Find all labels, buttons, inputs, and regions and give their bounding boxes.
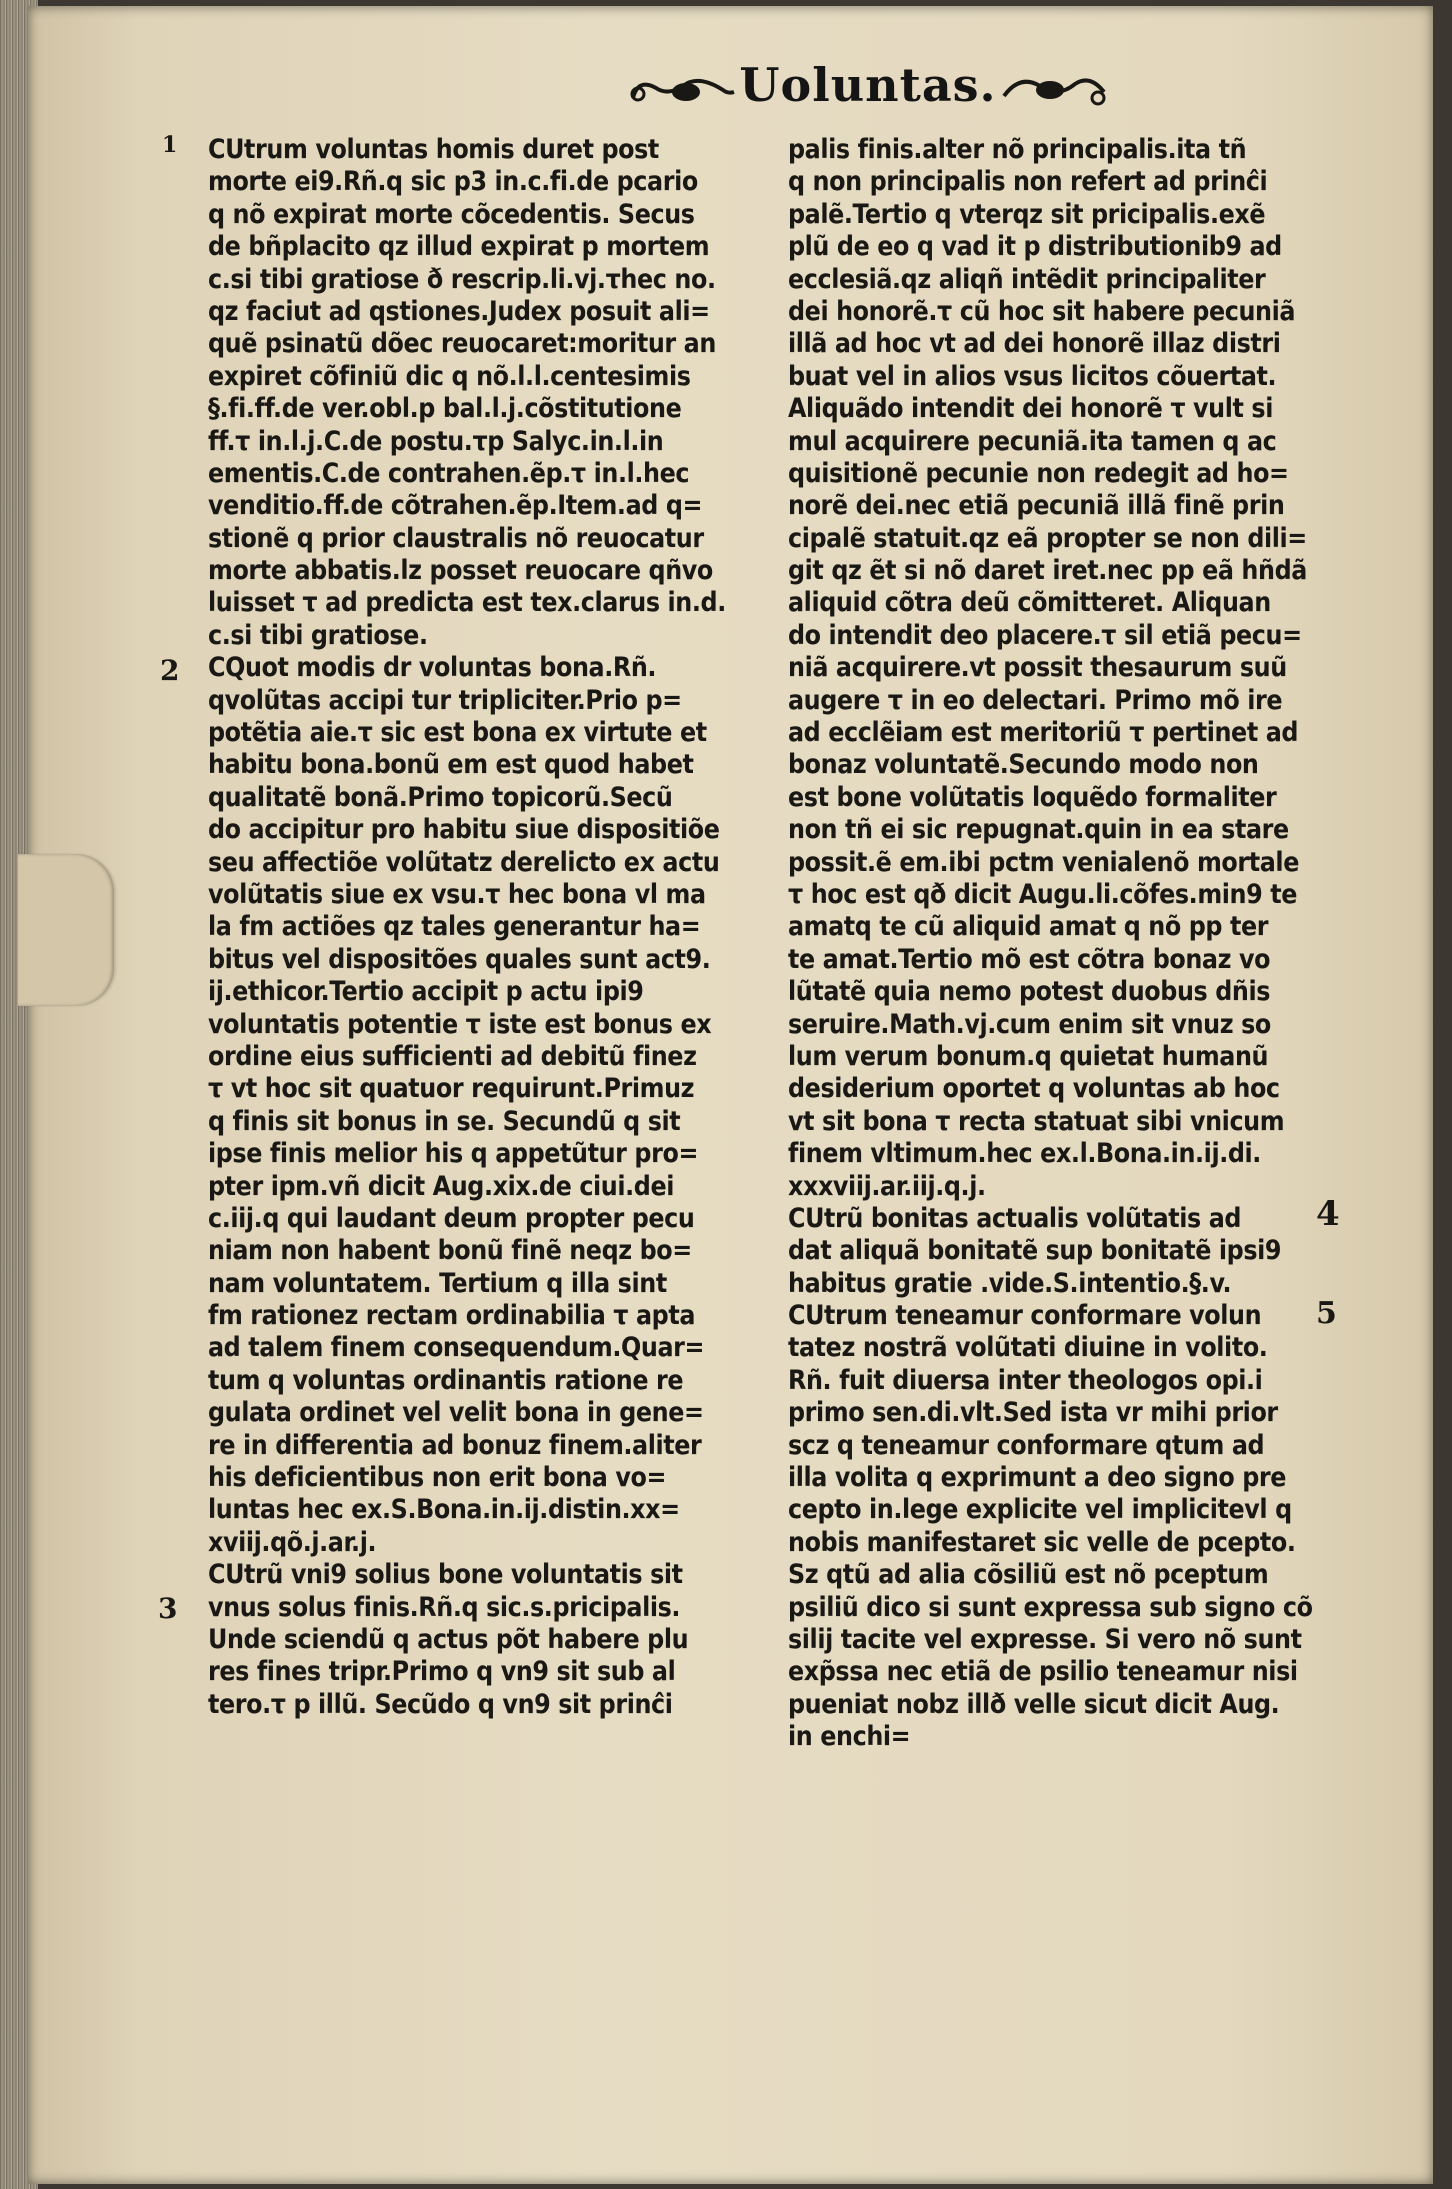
text-line: augere τ in eo delectari. Primo mõ ire <box>788 684 1283 716</box>
text-line: vt sit bona τ recta statuat sibi vnicum <box>788 1105 1285 1137</box>
text-line: CQuot modis dr voluntas bona.Rñ. <box>208 652 657 684</box>
text-line: luntas hec ex.S.Bona.in.ij.distin.xx= <box>208 1494 680 1526</box>
text-line: c.si tibi gratiose ð rescrip.li.vj.τhec no. <box>208 263 716 295</box>
text-line: do accipitur pro habitu siue dispositiõe <box>208 814 720 846</box>
text-line: te amat.Tertio mõ est cõtra bonaz vo <box>788 943 1271 975</box>
text-line: ad ecclẽiam est meritoriũ τ pertinet ad <box>788 717 1299 749</box>
text-line: qvolũtas accipi tur tripliciter.Prio p= <box>208 684 682 716</box>
text-line: habitu bona.bonũ em est quod habet <box>208 749 694 781</box>
text-line: buat vel in alios vsus licitos cõuertat. <box>788 360 1277 392</box>
right-text-column <box>788 134 1360 1754</box>
text-line: non tñ ei sic repugnat.quin in ea stare <box>788 814 1289 846</box>
text-line: palẽ.Tertio q vterqz sit pricipalis.exẽ <box>788 198 1266 230</box>
text-line: possit.ẽ em.ibi pctm venialenõ mortale <box>788 846 1299 878</box>
margin-number: 2 <box>160 654 180 687</box>
text-line: mul acquirere pecuniã.ita tamen q ac <box>788 425 1277 457</box>
text-line: do intendit deo placere.τ sil etiã pecu= <box>788 619 1302 651</box>
text-line: la fm actiões qz tales generantur ha= <box>208 911 701 943</box>
text-line: ij.ethicor.Tertio accipit p actu ipi9 <box>208 976 644 1008</box>
text-line: habitus gratie .vide.S.intentio.§.v. <box>788 1267 1232 1299</box>
text-line: ff.τ in.l.j.C.de postu.τp Salyc.in.l.in <box>208 425 664 457</box>
text-line: xxxviij.ar.iij.q.j. <box>788 1170 986 1202</box>
text-line: exp̃ssa nec etiã de psilio teneamur nisi <box>788 1656 1298 1688</box>
text-line: Sz qtũ ad alia cõsiliũ est nõ pceptum <box>788 1559 1269 1591</box>
text-line: illã ad hoc vt ad dei honorẽ illaz distri <box>788 328 1281 360</box>
left-ornament-icon <box>628 68 738 118</box>
text-line: aliquid cõtra deũ cõmitteret. Aliquan <box>788 587 1271 619</box>
text-line: qz faciut ad qstiones.Judex posuit ali= <box>208 295 710 327</box>
text-line: τ vt hoc sit quatuor requirunt.Primuz <box>208 1073 695 1105</box>
text-line: amatq te cũ aliquid amat q nõ pp ter <box>788 911 1269 943</box>
text-line: quisitionẽ pecunie non redegit ad ho= <box>788 457 1289 489</box>
text-line: primo sen.di.vlt.Sed ista vr mihi prior <box>788 1397 1278 1429</box>
margin-number: 1 <box>162 132 178 158</box>
text-line: c.si tibi gratiose. <box>208 619 428 651</box>
text-line: tatez nostrã volũtati diuine in volito. <box>788 1332 1268 1364</box>
text-line: seu affectiõe volũtatz derelicto ex actu <box>208 846 720 878</box>
text-line: CUtrũ vni9 solius bone voluntatis sit <box>208 1559 683 1591</box>
text-line: de bñplacito qz illud expirat p mortem <box>208 231 710 263</box>
text-line: expiret cõfiniũ dic q nõ.l.l.centesimis <box>208 360 691 392</box>
text-line: git qz ẽt si nõ daret iret.nec pp eã hñdã <box>788 555 1307 587</box>
text-line: CUtrũ bonitas actualis volũtatis ad <box>788 1202 1242 1234</box>
text-line: silij tacite vel expresse. Si vero nõ sunt <box>788 1623 1302 1655</box>
right-ornament-icon <box>1000 68 1110 118</box>
text-line: nobis manifestaret sic velle de pcepto. <box>788 1526 1296 1558</box>
text-line: pueniat nobz illð velle sicut dicit Aug. <box>788 1688 1280 1720</box>
text-line: est bone volũtatis loquẽdo formaliter <box>788 781 1277 813</box>
text-line: re in differentia ad bonuz finem.aliter <box>208 1429 702 1461</box>
text-line: ipse finis melior his q appetũtur pro= <box>208 1138 699 1170</box>
text-line: qualitatẽ bonã.Primo topicorũ.Secũ <box>208 781 673 813</box>
text-line: τ hoc est qð dicit Augu.li.cõfes.min9 te <box>788 878 1297 910</box>
text-line: illa volita q exprimunt a deo signo pre <box>788 1462 1287 1494</box>
page-clasp <box>18 854 114 1006</box>
text-line: q nõ expirat morte cõcedentis. Secus <box>208 198 695 230</box>
text-line: q finis sit bonus in se. Secundũ q sit <box>208 1105 681 1137</box>
margin-number: 4 <box>1316 1194 1340 1234</box>
text-line: Aliquãdo intendit dei honorẽ τ vult si <box>788 393 1273 425</box>
page-title: Uoluntas. <box>739 58 997 112</box>
text-line: CUtrum voluntas homis duret post <box>208 134 659 165</box>
text-line: luisset τ ad predicta est tex.clarus in.d. <box>208 587 726 619</box>
book-page <box>28 6 1433 2184</box>
text-line: ad talem finem consequendum.Quar= <box>208 1332 705 1364</box>
text-line: tero.τ p illũ. Secũdo q vn9 sit prinĉi <box>208 1688 673 1720</box>
text-line: psiliũ dico si sunt expressa sub signo cõ <box>788 1591 1313 1623</box>
text-line: CUtrum teneamur conformare volun <box>788 1300 1262 1332</box>
text-line: palis finis.alter nõ principalis.ita tñ <box>788 134 1247 165</box>
text-line: dei honorẽ.τ cũ hoc sit habere pecuniã <box>788 295 1296 327</box>
left-text-column <box>208 134 788 1721</box>
text-line: desiderium oportet q voluntas ab hoc <box>788 1073 1280 1105</box>
text-line: voluntatis potentie τ iste est bonus ex <box>208 1008 712 1040</box>
text-line: ementis.C.de contrahen.ẽp.τ in.l.hec <box>208 457 690 489</box>
text-line: morte abbatis.lz posset reuocare qñvo <box>208 555 713 587</box>
running-header <box>628 58 1148 130</box>
text-line: nam voluntatem. Tertium q illa sint <box>208 1267 667 1299</box>
text-line: ordine eius sufficienti ad debitũ finez <box>208 1040 697 1072</box>
text-line: Rñ. fuit diuersa inter theologos opi.i <box>788 1364 1263 1396</box>
text-line: lum verum bonum.q quietat humanũ <box>788 1040 1269 1072</box>
text-line: quẽ psinatũ dõec reuocaret:moritur an <box>208 328 716 360</box>
text-line: stionẽ q prior claustralis nõ reuocatur <box>208 522 704 554</box>
margin-number: 3 <box>158 1592 178 1625</box>
text-line: tum q voluntas ordinantis ratione re <box>208 1364 684 1396</box>
text-line: venditio.ff.de cõtrahen.ẽp.Item.ad q= <box>208 490 703 522</box>
text-line: bitus vel dispositões quales sunt act9. <box>208 943 711 975</box>
text-line: fm rationez rectam ordinabilia τ apta <box>208 1300 696 1332</box>
text-line: norẽ dei.nec etiã pecuniã illã finẽ prin <box>788 490 1285 522</box>
text-line: niã acquirere.vt possit thesaurum suũ <box>788 652 1287 684</box>
text-line: potẽtia aie.τ sic est bona ex virtute et <box>208 717 707 749</box>
text-line: vnus solus finis.Rñ.q sic.s.pricipalis. <box>208 1591 681 1623</box>
margin-number: 5 <box>1316 1296 1337 1331</box>
text-line: his deficientibus non erit bona vo= <box>208 1462 667 1494</box>
text-line: volũtatis siue ex vsu.τ hec bona vl ma <box>208 878 706 910</box>
text-line: res fines tripr.Primo q vn9 sit sub al <box>208 1656 676 1688</box>
text-line: bonaz voluntatẽ.Secundo modo non <box>788 749 1259 781</box>
text-line: lũtatẽ quia nemo potest duobus dñis <box>788 976 1271 1008</box>
text-line: cepto in.lege explicite vel implicitevl q <box>788 1494 1292 1526</box>
text-line: cipalẽ statuit.qz eã propter se non dili= <box>788 522 1307 554</box>
text-line: q non principalis non refert ad prinĉi <box>788 166 1268 198</box>
text-line: plũ de eo q vad it p distributionib9 ad <box>788 231 1282 263</box>
text-line: niam non habent bonũ finẽ neqz bo= <box>208 1235 692 1267</box>
text-line: gulata ordinet vel velit bona in gene= <box>208 1397 704 1429</box>
text-line: morte ei9.Rñ.q sic p3 in.c.fi.de pcario <box>208 166 698 198</box>
text-line: dat aliquã bonitatẽ sup bonitatẽ ipsi9 <box>788 1235 1282 1267</box>
text-line: Unde sciendũ q actus põt habere plu <box>208 1623 689 1655</box>
text-line: ecclesiã.qz aliqñ intẽdit principaliter <box>788 263 1266 295</box>
text-line: in enchi= <box>788 1721 911 1753</box>
text-line: xviij.qõ.j.ar.j. <box>208 1526 377 1558</box>
text-line: seruire.Math.vj.cum enim sit vnuz so <box>788 1008 1271 1040</box>
text-line: scz q teneamur conformare qtum ad <box>788 1429 1265 1461</box>
text-line: c.iij.q qui laudant deum propter pecu <box>208 1202 695 1234</box>
text-line: pter ipm.vñ dicit Aug.xix.de ciui.dei <box>208 1170 675 1202</box>
text-line: §.fi.ff.de ver.obl.p bal.l.j.cõstitutione <box>208 393 682 425</box>
text-line: finem vltimum.hec ex.l.Bona.in.ij.di. <box>788 1138 1261 1170</box>
